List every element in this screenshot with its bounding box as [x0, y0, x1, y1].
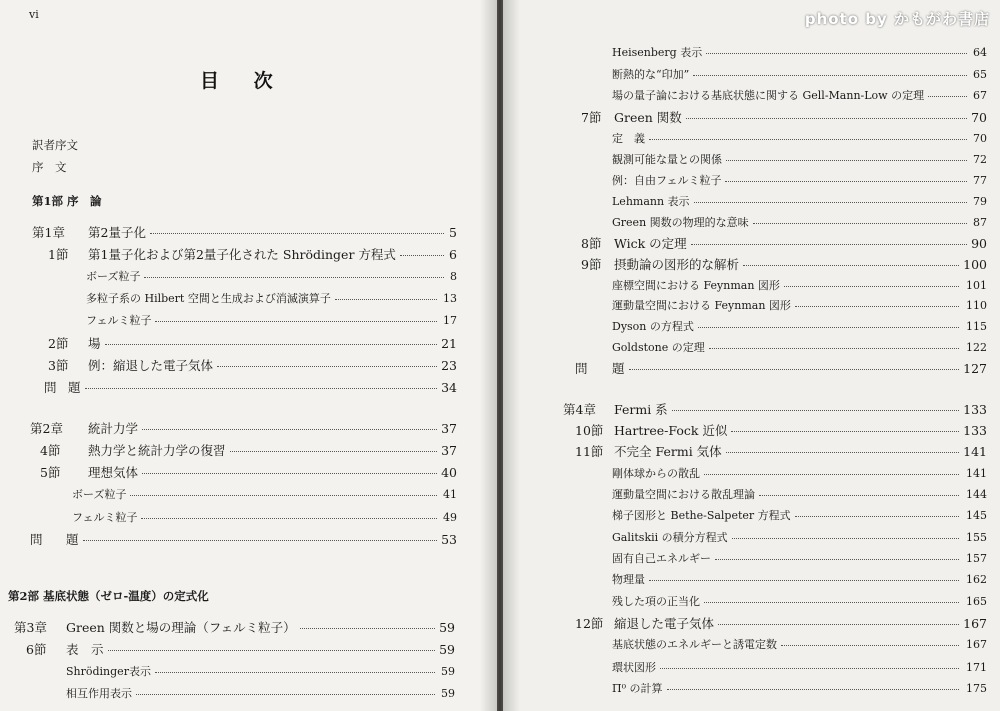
toc-entry-page: 122: [966, 341, 987, 354]
toc-entry-number: 問: [30, 532, 43, 547]
toc-entry-page: 127: [963, 361, 987, 376]
part-heading: 第1部 序 論: [32, 194, 102, 208]
toc-entry-page: 59: [439, 620, 455, 635]
toc-entry-title: Galitskii の積分方程式: [612, 531, 728, 544]
watermark: photo by かもがわ書店: [804, 10, 990, 28]
toc-entry-title: 基底状態のエネルギーと誘電定数: [612, 638, 777, 651]
toc-entry-page: 100: [963, 257, 987, 272]
toc-leader-dots: [726, 452, 960, 453]
toc-leader-dots: [629, 369, 960, 370]
toc-entry: [575, 616, 987, 632]
toc-entry-page: 6: [449, 247, 457, 262]
toc-entry: [610, 681, 987, 697]
toc-entry-page: 53: [441, 532, 457, 547]
toc-entry-title: フェルミ粒子: [86, 314, 152, 327]
toc-entry-page: 141: [963, 444, 987, 459]
toc-entry-title: 断熱的な“印加”: [612, 68, 690, 81]
toc-entry-number: 第1章: [32, 225, 65, 240]
toc-entry: [40, 510, 457, 526]
toc-entry-page: 59: [441, 687, 455, 700]
toc-entry-title: 統計力学: [88, 421, 139, 436]
toc-entry-page: 41: [443, 488, 457, 501]
toc-leader-dots: [715, 559, 959, 560]
toc-entry-page: 21: [441, 336, 457, 351]
toc-entry: [14, 620, 455, 636]
toc-entry-title: 座標空間における Feynman 図形: [612, 279, 780, 292]
toc-leader-dots: [732, 538, 960, 539]
toc-entry-page: 64: [973, 46, 987, 59]
right-page: [503, 0, 1000, 711]
toc-entry-title: 例：自由フェルミ粒子: [612, 174, 722, 187]
toc-leader-dots: [686, 118, 967, 119]
toc-entry: [610, 298, 987, 314]
toc-entry-page: 5: [449, 225, 457, 240]
toc-leader-dots: [704, 474, 959, 475]
toc-entry: [610, 67, 987, 83]
toc-leader-dots: [795, 516, 960, 517]
toc-entry-title: 摂動論の図形的な解析: [614, 257, 740, 272]
toc-leader-dots: [150, 233, 444, 234]
toc-leader-dots: [691, 244, 967, 245]
toc-leader-dots: [718, 624, 959, 625]
toc-entry-title: Dyson の方程式: [612, 320, 694, 333]
toc-leader-dots: [85, 388, 437, 389]
toc-entry-title: 多粒子系の Hilbert 空間と生成および消滅演算子: [86, 292, 331, 305]
toc-leader-dots: [142, 429, 437, 430]
toc-entry: [581, 257, 987, 273]
toc-entry-number: 10節: [575, 423, 604, 438]
toc-entry-page: 157: [966, 552, 987, 565]
toc-entry: [610, 660, 987, 676]
toc-entry: [575, 361, 987, 377]
toc-entry: [32, 225, 457, 241]
toc-entry-title: 題: [66, 532, 79, 547]
toc-entry-page: 171: [966, 661, 987, 674]
toc-leader-dots: [83, 540, 437, 541]
toc-entry-title: 場の量子論における基底状態に関する Gell-Mann-Low の定理: [612, 89, 925, 102]
toc-leader-dots: [660, 668, 959, 669]
toc-entry-page: 167: [966, 638, 987, 651]
toc-entry-title: 定 義: [612, 132, 645, 145]
toc-leader-dots: [731, 431, 959, 432]
toc-entry: [610, 131, 987, 147]
toc-leader-dots: [693, 75, 966, 76]
toc-leader-dots: [709, 348, 960, 349]
toc-entry-page: 145: [966, 509, 987, 522]
toc-entry-number: 6節: [26, 642, 47, 657]
toc-entry-title: 環状図形: [612, 661, 656, 674]
toc-entry-page: 13: [443, 292, 457, 305]
toc-entry-title: Green 関数: [614, 110, 682, 125]
toc-entry: [610, 278, 987, 294]
toc-entry-number: 3節: [48, 358, 69, 373]
toc-entry-number: 問: [575, 361, 588, 376]
toc-entry-number: 5節: [40, 465, 61, 480]
toc-entry: [48, 247, 457, 263]
toc-entry: [610, 45, 987, 61]
toc-entry-page: 65: [973, 68, 987, 81]
toc-entry-number: 第3章: [14, 620, 47, 635]
toc-entry-title: 相互作用表示: [66, 687, 132, 700]
toc-entry-title: Goldstone の定理: [612, 341, 705, 354]
toc-leader-dots: [781, 645, 959, 646]
toc-leader-dots: [698, 327, 960, 328]
toc-entry: [40, 465, 457, 481]
toc-entry-title: 第2量子化: [88, 225, 146, 240]
toc-entry-number: 4節: [40, 443, 61, 458]
toc-entry-page: 167: [963, 616, 987, 631]
toc-leader-dots: [230, 451, 437, 452]
toc-leader-dots: [141, 518, 436, 519]
toc-entry-page: 37: [441, 443, 457, 458]
toc-entry-title: Fermi 系: [614, 402, 668, 417]
toc-leader-dots: [784, 286, 959, 287]
toc-entry: [26, 664, 455, 680]
toc-entry-page: 87: [973, 216, 987, 229]
toc-leader-dots: [725, 181, 966, 182]
toc-entry: [610, 637, 987, 653]
toc-leader-dots: [105, 344, 437, 345]
toc-entry-page: 70: [971, 110, 987, 125]
toc-entry-title: 場: [88, 336, 101, 351]
toc-entry: [610, 319, 987, 335]
toc-entry-number: 11節: [575, 444, 604, 459]
toc-leader-dots: [704, 602, 959, 603]
toc-entry: [48, 336, 457, 352]
toc-entry: [48, 269, 457, 285]
toc-entry: [610, 530, 987, 546]
toc-entry-number: 2節: [48, 336, 69, 351]
toc-entry: [44, 380, 457, 396]
toc-leader-dots: [649, 139, 967, 140]
toc-entry: [610, 215, 987, 231]
toc-entry-number: 12節: [575, 616, 604, 631]
toc-entry: [48, 313, 457, 329]
toc-entry-title: 例：縮退した電子気体: [88, 358, 214, 373]
toc-entry-title: Green 関数の物理的な意味: [612, 216, 749, 229]
toc-leader-dots: [795, 306, 959, 307]
front-matter-preface: 序 文: [32, 160, 67, 174]
toc-entry-title: Green 関数と場の理論（フェルミ粒子）: [66, 620, 296, 635]
toc-entry: [610, 572, 987, 588]
toc-entry-page: 162: [966, 573, 987, 586]
toc-entry: [610, 88, 987, 104]
toc-entry-page: 49: [443, 511, 457, 524]
toc-entry-title: 題: [612, 361, 625, 376]
toc-entry-title: 剛体球からの散乱: [612, 467, 700, 480]
toc-entry-page: 155: [966, 531, 987, 544]
toc-entry-number: 9節: [581, 257, 602, 272]
toc-entry: [610, 173, 987, 189]
toc-entry-page: 8: [450, 270, 457, 283]
toc-entry-title: 残した項の正当化: [612, 595, 700, 608]
toc-entry-page: 165: [966, 595, 987, 608]
toc-entry-page: 90: [971, 236, 987, 251]
toc-entry-number: 7節: [581, 110, 602, 125]
toc-leader-dots: [136, 694, 435, 695]
toc-leader-dots: [217, 366, 437, 367]
toc-leader-dots: [667, 689, 960, 690]
toc-entry: [610, 340, 987, 356]
toc-leader-dots: [726, 160, 967, 161]
toc-entry: [610, 466, 987, 482]
toc-entry-number: 第2章: [30, 421, 63, 436]
toc-entry-page: 101: [966, 279, 987, 292]
toc-entry: [40, 443, 457, 459]
toc-entry-page: 144: [966, 488, 987, 501]
toc-entry-page: 34: [441, 380, 457, 395]
toc-entry: [563, 402, 987, 418]
toc-entry-page: 79: [973, 195, 987, 208]
toc-leader-dots: [155, 672, 435, 673]
toc-entry-title: Lehmann 表示: [612, 195, 690, 208]
toc-entry-title: 表 示: [66, 642, 104, 657]
toc-leader-dots: [142, 473, 437, 474]
toc-entry-title: ボーズ粒子: [72, 488, 127, 501]
toc-entry-title: 不完全 Fermi 気体: [614, 444, 722, 459]
toc-entry-title: Wick の定理: [614, 236, 687, 251]
toc-leader-dots: [753, 223, 967, 224]
toc-entry: [610, 487, 987, 503]
toc-entry: [610, 594, 987, 610]
toc-entry-page: 59: [439, 642, 455, 657]
page-title: 目 次: [200, 70, 287, 92]
toc-entry-title: Hartree-Fock 近似: [614, 423, 728, 438]
toc-entry-page: 67: [973, 89, 987, 102]
toc-entry: [30, 421, 457, 437]
left-page: [0, 0, 497, 711]
toc-entry: [581, 110, 987, 126]
toc-entry-page: 141: [966, 467, 987, 480]
toc-entry-page: 77: [973, 174, 987, 187]
toc-entry-title: 題: [68, 380, 81, 395]
toc-entry-title: 運動量空間における散乱理論: [612, 488, 755, 501]
part-heading: 第2部 基底状態（ゼロ-温度）の定式化: [8, 589, 209, 603]
toc-entry-title: Π⁰ の計算: [612, 682, 663, 695]
toc-leader-dots: [759, 495, 959, 496]
book-gutter: [480, 0, 520, 711]
toc-entry-page: 17: [443, 314, 457, 327]
front-matter-translator-preface: 訳者序文: [32, 138, 78, 152]
toc-entry: [48, 358, 457, 374]
toc-entry-title: 第1量子化および第2量子化された Shrödinger 方程式: [88, 247, 396, 262]
toc-entry: [26, 642, 455, 658]
toc-entry: [30, 532, 457, 548]
toc-entry-title: 物理量: [612, 573, 645, 586]
toc-entry-title: 縮退した電子気体: [614, 616, 715, 631]
toc-entry-title: ボーズ粒子: [86, 270, 141, 283]
toc-entry: [575, 444, 987, 460]
toc-entry-title: 梯子図形と Bethe-Salpeter 方程式: [612, 509, 791, 522]
toc-entry-title: Heisenberg 表示: [612, 46, 703, 59]
toc-entry: [48, 291, 457, 307]
toc-leader-dots: [706, 53, 966, 54]
toc-leader-dots: [108, 650, 435, 651]
toc-entry: [40, 487, 457, 503]
toc-entry-page: 72: [973, 153, 987, 166]
toc-entry-title: 理想気体: [88, 465, 139, 480]
toc-entry: [610, 508, 987, 524]
toc-entry-title: 運動量空間における Feynman 図形: [612, 299, 791, 312]
toc-entry-number: 問: [44, 380, 57, 395]
toc-entry-number: 第4章: [563, 402, 596, 417]
toc-entry-title: 固有自己エネルギー: [612, 552, 711, 565]
toc-entry-page: 133: [963, 402, 987, 417]
toc-entry-page: 23: [441, 358, 457, 373]
toc-entry-number: 8節: [581, 236, 602, 251]
toc-leader-dots: [144, 277, 443, 278]
toc-leader-dots: [743, 265, 959, 266]
toc-entry: [610, 194, 987, 210]
page-number: vi: [29, 8, 39, 21]
toc-entry-title: Shrödinger表示: [66, 665, 151, 678]
toc-entry-page: 59: [441, 665, 455, 678]
toc-leader-dots: [694, 202, 967, 203]
toc-entry-page: 110: [966, 299, 987, 312]
toc-entry-title: 熱力学と統計力学の復習: [88, 443, 226, 458]
toc-entry-page: 37: [441, 421, 457, 436]
toc-leader-dots: [155, 321, 436, 322]
toc-leader-dots: [672, 410, 960, 411]
toc-entry-title: 観測可能な量との関係: [612, 153, 722, 166]
toc-leader-dots: [649, 580, 959, 581]
toc-entry: [575, 423, 987, 439]
toc-entry-page: 175: [966, 682, 987, 695]
toc-leader-dots: [130, 495, 436, 496]
toc-entry-number: 1節: [48, 247, 69, 262]
toc-entry: [610, 152, 987, 168]
toc-entry-page: 115: [966, 320, 987, 333]
toc-entry-title: フェルミ粒子: [72, 511, 138, 524]
toc-entry-page: 70: [973, 132, 987, 145]
toc-entry-page: 40: [441, 465, 457, 480]
toc-entry-page: 133: [963, 423, 987, 438]
toc-entry: [581, 236, 987, 252]
toc-entry: [610, 551, 987, 567]
toc-entry: [26, 686, 455, 702]
